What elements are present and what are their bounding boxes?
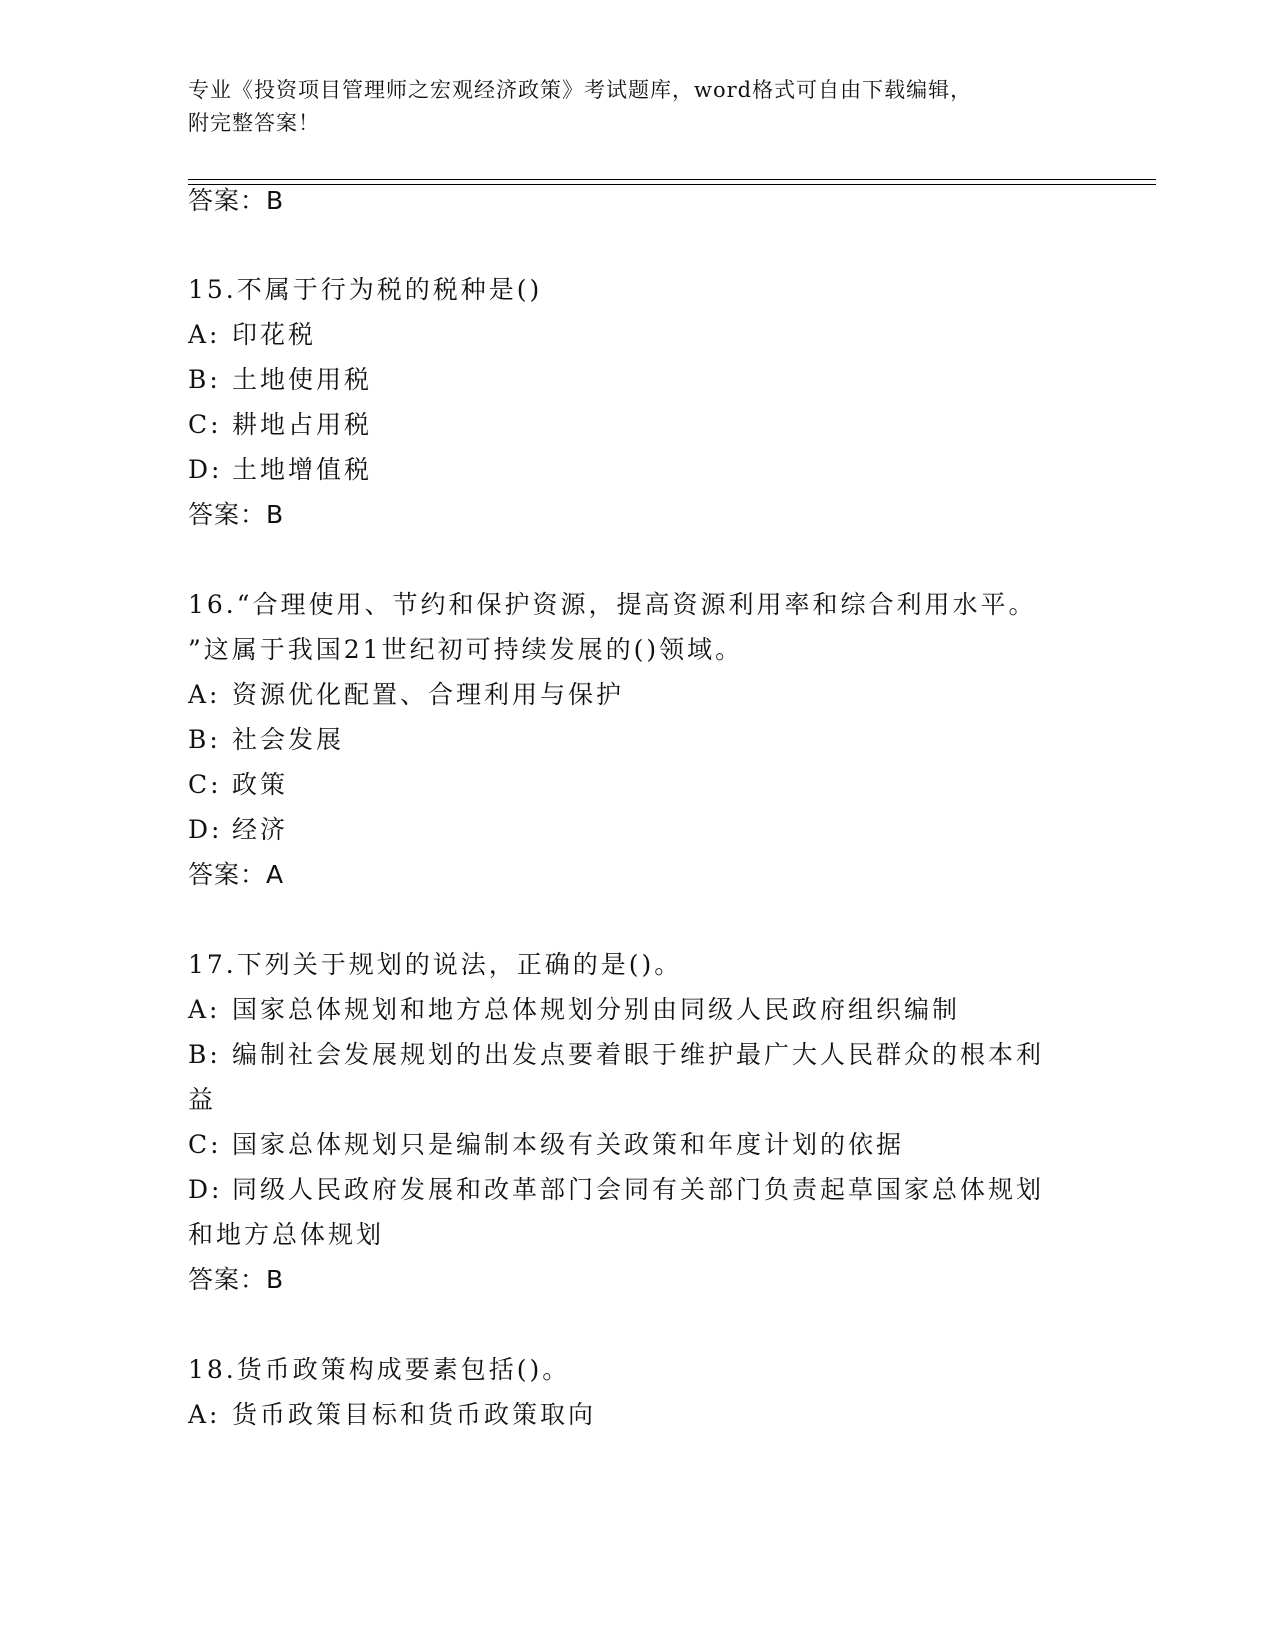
question-number: 18. <box>188 1355 237 1384</box>
option-text: 政策 <box>232 770 289 799</box>
answer-prefix: 答案： <box>188 500 267 529</box>
option-label: B: <box>188 725 221 754</box>
question-18-stem <box>188 1355 1088 1385</box>
option-label: A: <box>188 680 221 709</box>
answer-value: B <box>266 1265 285 1294</box>
question-number: 16. <box>188 590 237 619</box>
option-text: 货币政策目标和货币政策取向 <box>232 1400 597 1429</box>
answer-value: B <box>266 500 285 529</box>
option-label: D: <box>188 1175 223 1204</box>
question-15-option-b <box>188 365 1088 395</box>
option-text: 同级人民政府发展和改革部门会同有关部门负责起草国家总体规划 <box>232 1175 1045 1204</box>
option-label: A: <box>188 320 221 349</box>
question-text: “合理使用、节约和保护资源，提高资源利用率和综合利用水平。 <box>236 590 1037 619</box>
option-text: 国家总体规划只是编制本级有关政策和年度计划的依据 <box>232 1130 905 1159</box>
answer-line-q14 <box>188 186 284 216</box>
question-text: 不属于行为税的税种是() <box>236 275 543 304</box>
option-label: B: <box>188 1040 221 1069</box>
question-15-option-a <box>188 320 1088 350</box>
question-16-stem-line-1 <box>188 590 1088 620</box>
option-text: 印花税 <box>232 320 317 349</box>
question-17-option-b-continued: 益 <box>188 1085 217 1114</box>
question-17-option-c <box>188 1130 1088 1160</box>
option-label: A: <box>188 1400 221 1429</box>
header-line-1: 专业《投资项目管理师之宏观经济政策》考试题库，word格式可自由下载编辑， <box>188 78 973 102</box>
option-label: C: <box>188 410 222 439</box>
question-16-option-c <box>188 770 1088 800</box>
option-label: D: <box>188 455 223 484</box>
question-15-option-c <box>188 410 1088 440</box>
option-text: 耕地占用税 <box>232 410 373 439</box>
option-text: 资源优化配置、合理利用与保护 <box>232 680 625 709</box>
option-text: 经济 <box>232 815 289 844</box>
option-text: 土地使用税 <box>232 365 373 394</box>
option-text: 社会发展 <box>232 725 345 754</box>
option-text: 编制社会发展规划的出发点要着眼于维护最广大人民群众的根本利 <box>232 1040 1045 1069</box>
answer-prefix: 答案： <box>188 1265 267 1294</box>
option-text: 国家总体规划和地方总体规划分别由同级人民政府组织编制 <box>232 995 961 1024</box>
answer-prefix: 答案： <box>188 860 267 889</box>
question-15-stem <box>188 275 1088 305</box>
option-label: D: <box>188 815 223 844</box>
option-label: A: <box>188 995 221 1024</box>
header-rule-bottom <box>188 184 1156 185</box>
question-number: 17. <box>188 950 237 979</box>
question-15-option-d <box>188 455 1088 485</box>
option-text: 土地增值税 <box>232 455 373 484</box>
answer-line-q17 <box>188 1265 284 1295</box>
option-label: C: <box>188 1130 222 1159</box>
header-line-2: 附完整答案！ <box>188 111 320 135</box>
answer-value: A <box>266 860 285 889</box>
option-label: C: <box>188 770 222 799</box>
answer-prefix: 答案： <box>188 186 267 215</box>
question-16-option-b <box>188 725 1088 755</box>
answer-line-q15 <box>188 500 284 530</box>
document-header <box>188 74 1068 140</box>
question-17-option-d-continued: 和地方总体规划 <box>188 1220 385 1249</box>
answer-value: B <box>266 186 285 215</box>
question-text: 货币政策构成要素包括()。 <box>236 1355 571 1384</box>
option-label: B: <box>188 365 221 394</box>
question-16-option-a <box>188 680 1088 710</box>
question-18-option-a <box>188 1400 1088 1430</box>
question-17-option-b <box>188 1040 1088 1070</box>
question-16-stem-line-2: ”这属于我国21世纪初可持续发展的()领域。 <box>188 635 744 664</box>
answer-line-q16 <box>188 860 284 890</box>
header-rule-top <box>188 179 1156 180</box>
question-text: 下列关于规划的说法，正确的是()。 <box>236 950 683 979</box>
question-17-option-a <box>188 995 1088 1025</box>
question-17-option-d <box>188 1175 1088 1205</box>
question-number: 15. <box>188 275 237 304</box>
question-17-stem <box>188 950 1088 980</box>
question-16-option-d <box>188 815 1088 845</box>
